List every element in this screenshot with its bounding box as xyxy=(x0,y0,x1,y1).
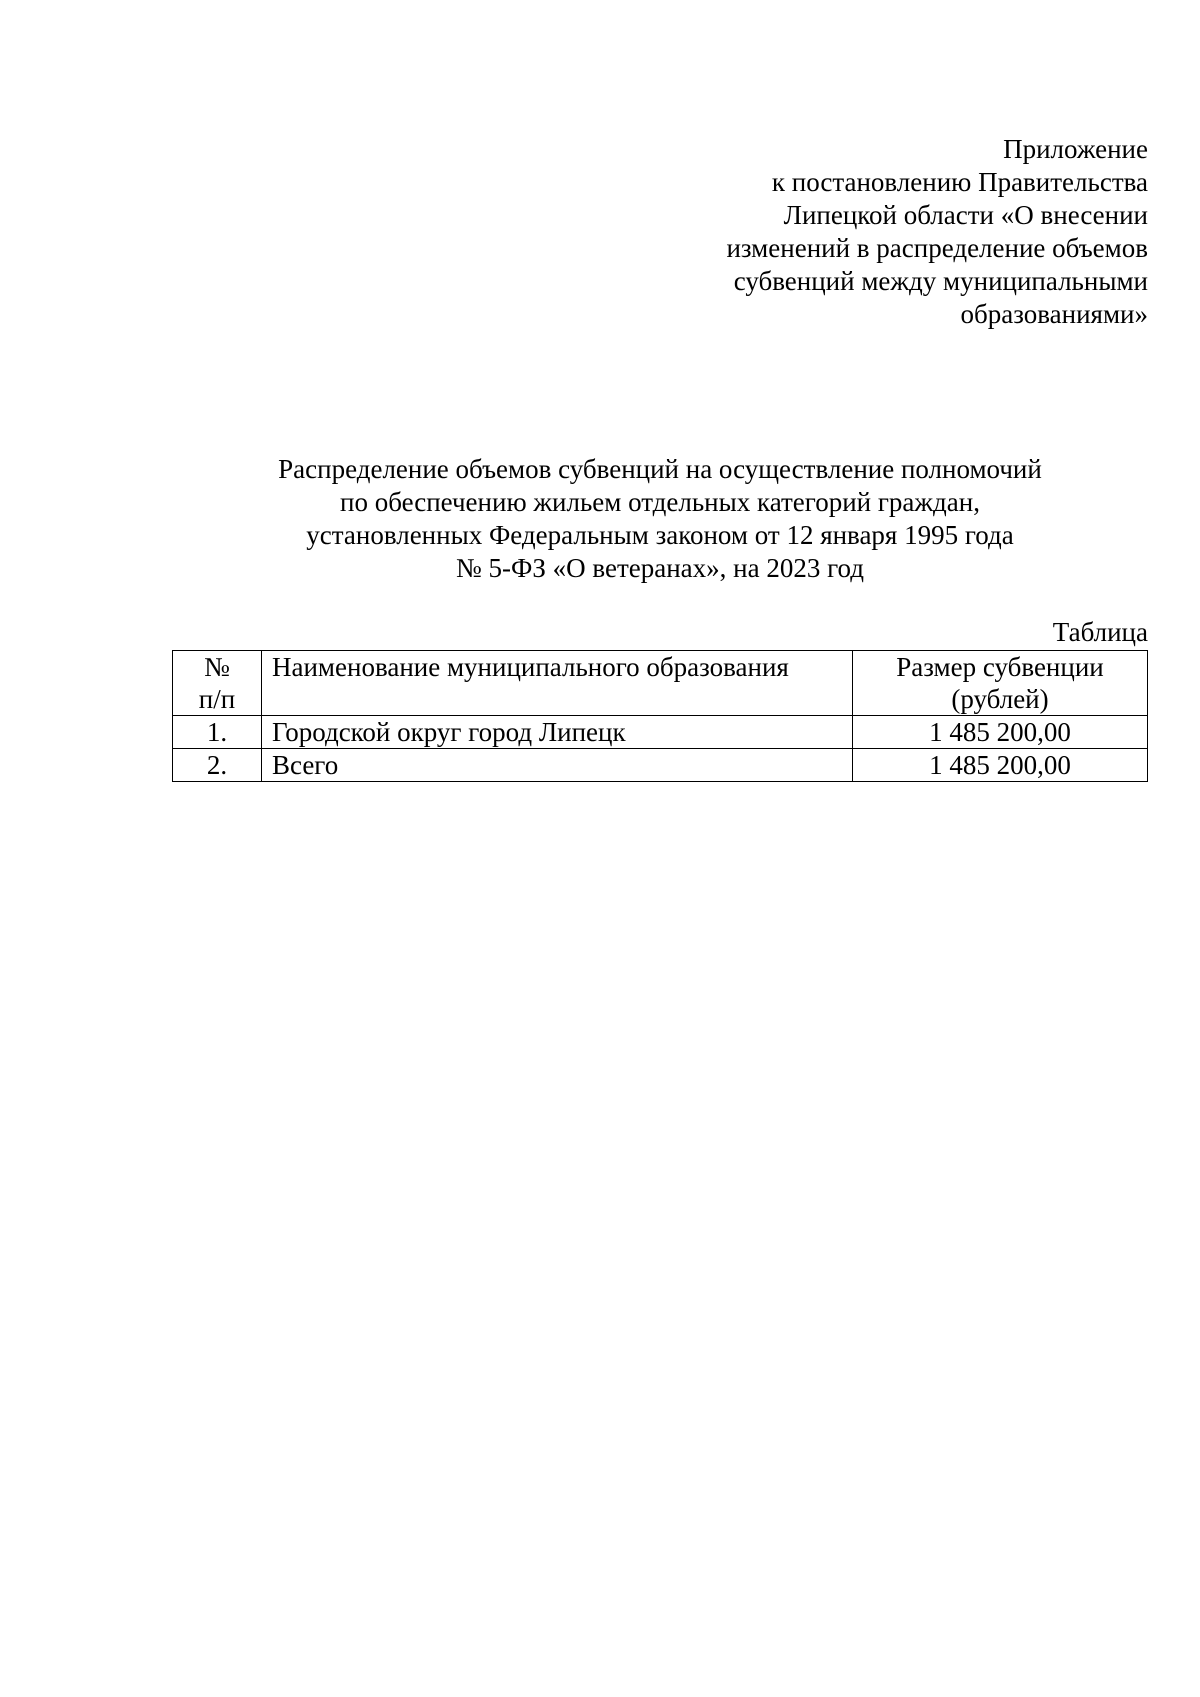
title-line: по обеспечению жильем отдельных категорий граждан, xyxy=(340,487,980,517)
table-row xyxy=(173,716,1148,749)
document-title xyxy=(160,453,1160,585)
table-caption: Таблица xyxy=(1052,617,1148,647)
row-amount: 1 485 200,00 xyxy=(853,716,1148,749)
appendix-line: Липецкой области «О внесении xyxy=(783,200,1148,230)
header-amount-line1: Размер субвенции xyxy=(896,652,1104,682)
header-amount xyxy=(853,651,1148,716)
header-name: Наименование муниципального образования xyxy=(262,651,853,716)
appendix-line: изменений в распределение объемов xyxy=(726,233,1148,263)
subvention-table xyxy=(172,650,1148,782)
header-amount-line2: (рублей) xyxy=(951,684,1049,714)
table-header-row xyxy=(173,651,1148,716)
appendix-line: к постановлению Правительства xyxy=(771,167,1148,197)
title-line: № 5-ФЗ «О ветеранах», на 2023 год xyxy=(456,553,864,583)
row-number: 2. xyxy=(173,749,262,782)
row-number: 1. xyxy=(173,716,262,749)
appendix-block xyxy=(548,133,1148,331)
row-name: Всего xyxy=(262,749,853,782)
title-line: Распределение объемов субвенций на осуществление полномочий xyxy=(278,454,1042,484)
row-amount: 1 485 200,00 xyxy=(853,749,1148,782)
row-name: Городской округ город Липецк xyxy=(262,716,853,749)
appendix-line: образованиями» xyxy=(960,299,1148,329)
title-line: установленных Федеральным законом от 12 января 1995 года xyxy=(306,520,1014,550)
header-number xyxy=(173,651,262,716)
table-row xyxy=(173,749,1148,782)
appendix-line: субвенций между муниципальными xyxy=(733,266,1148,296)
header-number-line1: № xyxy=(204,652,230,682)
header-number-line2: п/п xyxy=(198,684,236,714)
appendix-line: Приложение xyxy=(1003,134,1148,164)
